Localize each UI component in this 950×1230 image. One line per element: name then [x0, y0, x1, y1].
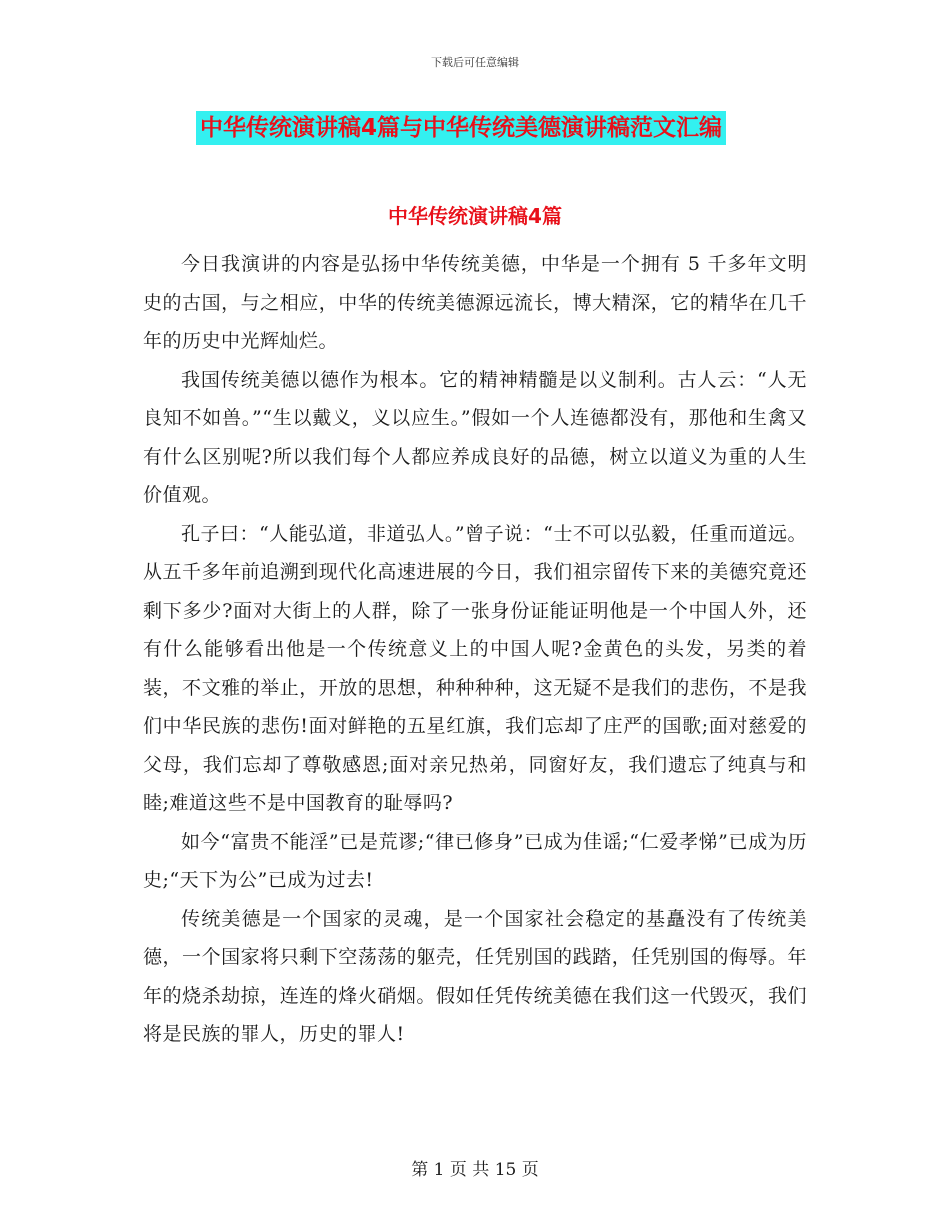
- paragraph: 孔子曰：“人能弘道，非道弘人。”曾子说：“士不可以弘毅，任重而道远。从五千多年前追溯到现代化高速进展的今日，我们祖宗留传下来的美德究竟还剩下多少?面对大街上的人群，除了一张身份证能证明他是一个中国人外，还有什么能够看出他是一个传统意义上的中国人呢?金黄色的头发，另类的着装，不文雅的举止，开放的思想，种种种种，这无疑不是我们的悲伤，不是我们中华民族的悲伤!面对鲜艳的五星红旗，我们忘却了庄严的国歌;面对慈爱的父母，我们忘却了尊敬感恩;面对亲兄热弟，同窗好友，我们遗忘了纯真与和睦;难道这些不是中国教育的耻辱吗?: [143, 522, 807, 814]
- header-note: 下载后可任意编辑: [431, 56, 519, 69]
- page-number: 第 1 页 共 15 页: [411, 1160, 539, 1180]
- document-body: [143, 245, 807, 1054]
- document-title: 中华传统演讲稿4篇与中华传统美德演讲稿范文汇编: [196, 111, 726, 145]
- paragraph: 传统美德是一个国家的灵魂，是一个国家社会稳定的基矗没有了传统美德，一个国家将只剩下空荡荡的躯壳，任凭别国的践踏，任凭别国的侮辱。年年的烧杀劫掠，连连的烽火硝烟。假如任凭传统美德在我们这一代毁灭，我们将是民族的罪人，历史的罪人!: [143, 907, 807, 1045]
- paragraph: 我国传统美德以德作为根本。它的精神精髓是以义制利。古人云：“人无良知不如兽。”“生以戴义，义以应生。”假如一个人连德都没有，那他和生禽又有什么区别呢?所以我们每个人都应养成良好的品德，树立以道义为重的人生价值观。: [143, 368, 807, 506]
- section-title: 中华传统演讲稿4篇: [388, 204, 562, 228]
- paragraph: 今日我演讲的内容是弘扬中华传统美德，中华是一个拥有 5 千多年文明史的古国，与之相应，中华的传统美德源远流长，博大精深，它的精华在几千年的历史中光辉灿烂。: [143, 253, 807, 352]
- paragraph: 如今“富贵不能淫”已是荒谬;“律已修身”已成为佳谣;“仁爱孝悌”已成为历史;“天下为公”已成为过去!: [143, 830, 807, 891]
